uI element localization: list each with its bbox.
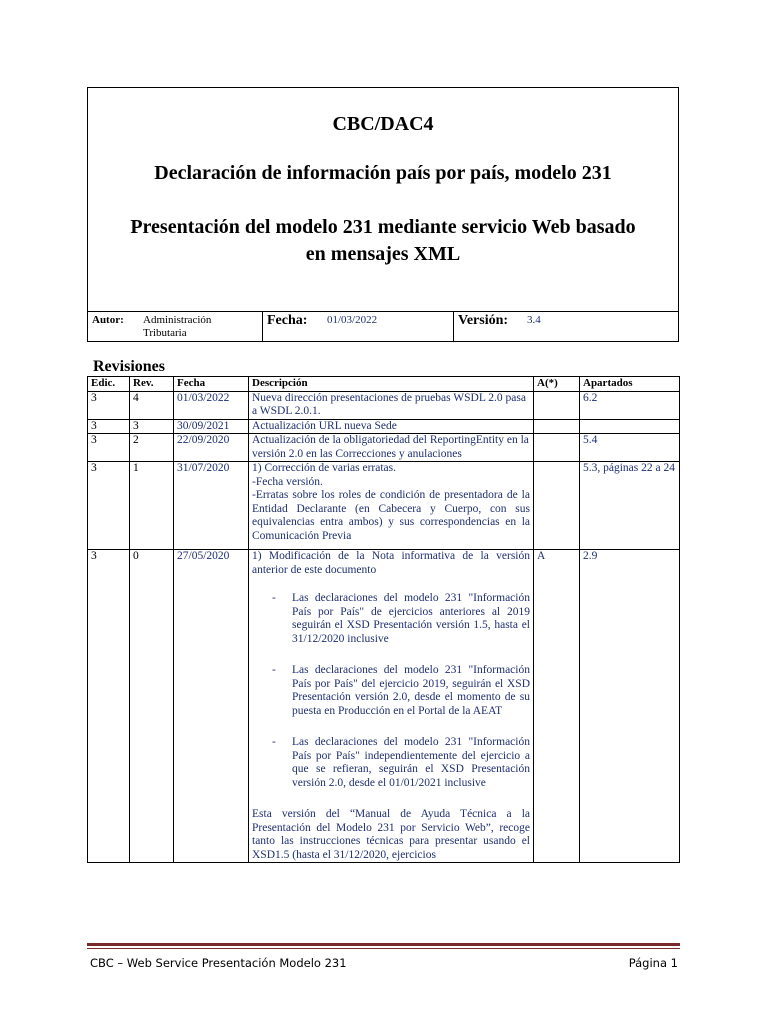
autor-value <box>143 314 211 340</box>
list-item: - Las declaraciones del modelo 231 "Información País por País" de ejercicios anteriores al 2019 seguirán el XSD Presentación versión 1.5, hasta el 31/12/2020 inclusive <box>252 592 530 646</box>
table-row <box>88 391 680 419</box>
fecha-label: Fecha: <box>267 313 308 328</box>
col-descripcion: Descripción <box>249 377 534 392</box>
document-subtitle: Declaración de información país por país, modelo 231 <box>154 162 612 184</box>
col-apartados: Apartados <box>580 377 680 392</box>
version-label: Versión: <box>458 313 509 328</box>
cell-apartados: 5.3, páginas 22 a 24 <box>580 462 680 550</box>
list-item: - Las declaraciones del modelo 231 "Información País por País" del ejercicio 2019, seguirán el XSD Presentación versión 2.0, desde el momento de su puesta en Producción en el Portal de la AEAT <box>252 664 530 718</box>
cell-rev: 2 <box>130 434 174 462</box>
cell-rev: 1 <box>130 462 174 550</box>
cell-rev: 3 <box>130 419 174 434</box>
revisions-heading: Revisiones <box>93 358 165 375</box>
autor-cell <box>88 312 263 341</box>
cell-descripcion <box>249 550 534 863</box>
autor-label: Autor: <box>92 314 124 326</box>
cell-apartados: 6.2 <box>580 391 680 419</box>
footer-rule <box>87 943 680 946</box>
cell-descripcion: Actualización URL nueva Sede <box>249 419 534 434</box>
cell-fecha: 27/05/2020 <box>174 550 249 863</box>
cell-apartados <box>580 419 680 434</box>
desc-line: -Fecha versión. <box>252 475 323 488</box>
cell-a <box>534 391 580 419</box>
version-value: 3.4 <box>527 314 541 326</box>
cell-a <box>534 462 580 550</box>
cell-fecha: 31/07/2020 <box>174 462 249 550</box>
cell-edic: 3 <box>88 550 130 863</box>
autor-value-line2: Tributaria <box>143 327 187 339</box>
meta-row <box>88 311 678 341</box>
page-number: Página 1 <box>628 956 678 970</box>
cell-edic: 3 <box>88 434 130 462</box>
desc-bullets <box>252 592 530 790</box>
cell-fecha: 01/03/2022 <box>174 391 249 419</box>
list-item: - Las declaraciones del modelo 231 "Información País por País" independientemente del ejercicio a que se refieran, seguirán el XSD Presentación versión 2.0, desde el 01/01/2021 inclusive <box>252 736 530 790</box>
fecha-value: 01/03/2022 <box>327 314 378 326</box>
revisions-table <box>87 376 680 863</box>
cell-descripcion: Nueva dirección presentaciones de pruebas WSDL 2.0 pasa a WSDL 2.0.1. <box>249 391 534 419</box>
col-fecha: Fecha <box>174 377 249 392</box>
autor-value-line1: Administración <box>143 314 212 326</box>
col-rev: Rev. <box>130 377 174 392</box>
table-row <box>88 419 680 434</box>
table-row <box>88 462 680 550</box>
document-description: Presentación del modelo 231 mediante servicio Web basado en mensajes XML <box>130 216 636 265</box>
footer-title: CBC – Web Service Presentación Modelo 231 <box>90 956 347 970</box>
desc-line: -Erratas sobre los roles de condición de presentadora de la Entidad Declarante (en Cabecera y Cuerpo, con sus equivalencias entra ambos) y sus correspondencias en la Comunicación Previa <box>252 489 530 542</box>
version-cell <box>454 312 678 341</box>
cell-edic: 3 <box>88 462 130 550</box>
cell-a: A <box>534 550 580 863</box>
desc-intro: 1) Modificación de la Nota informativa de la versión anterior de este documento <box>252 550 530 576</box>
table-row <box>88 550 680 863</box>
cell-apartados: 2.9 <box>580 550 680 863</box>
cell-descripcion <box>249 462 534 550</box>
cell-apartados: 5.4 <box>580 434 680 462</box>
desc-final: Esta versión del “Manual de Ayuda Técnica a la Presentación del Modelo 231 por Servicio Web”, recoge tanto las instrucciones técnicas para presentar usando el XSD1.5 (hasta el 31/12/2020, ejercicios <box>252 808 530 861</box>
cell-fecha: 22/09/2020 <box>174 434 249 462</box>
table-row <box>88 434 680 462</box>
cell-a <box>534 419 580 434</box>
cell-edic: 3 <box>88 419 130 434</box>
table-header-row <box>88 377 680 392</box>
fecha-cell <box>263 312 454 341</box>
desc-line: 1) Corrección de varias erratas. <box>252 462 396 474</box>
cell-rev: 0 <box>130 550 174 863</box>
cell-edic: 3 <box>88 391 130 419</box>
cell-rev: 4 <box>130 391 174 419</box>
document-title: CBC/DAC4 <box>332 113 434 135</box>
cell-a <box>534 434 580 462</box>
cover-box <box>87 87 679 342</box>
col-a: A(*) <box>534 377 580 392</box>
cell-descripcion: Actualización de la obligatoriedad del ReportingEntity en la versión 2.0 en las Correcciones y anulaciones <box>249 434 534 462</box>
col-edic: Edic. <box>88 377 130 392</box>
cell-fecha: 30/09/2021 <box>174 419 249 434</box>
footer-rule-thin <box>87 948 680 949</box>
